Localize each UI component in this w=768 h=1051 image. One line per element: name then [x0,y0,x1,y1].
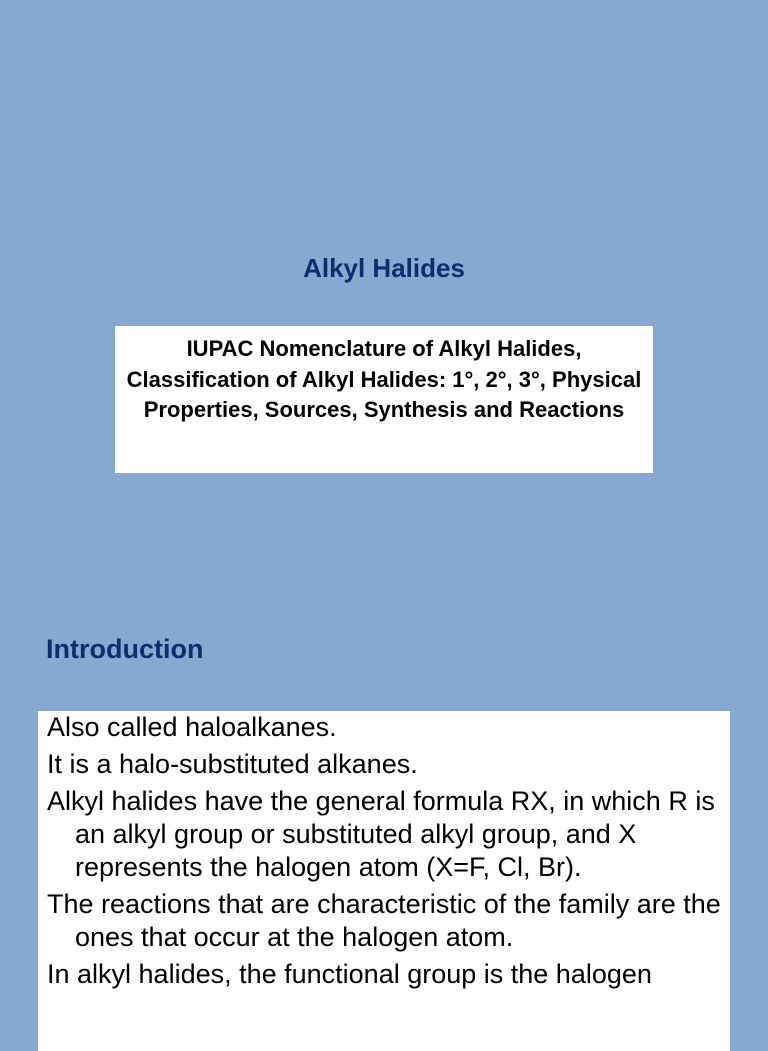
subtitle-text: IUPAC Nomenclature of Alkyl Halides, Classification of Alkyl Halides: 1°, 2°, 3°, Physical Properties, Sources, Synthesis and Reactions [126,336,642,422]
subtitle-box [115,326,653,473]
bullet-item: Also called haloalkanes. [47,712,337,742]
content-box [38,711,730,1051]
bullet-item: The reactions that are characteristic of the family are the ones that occur at the halogen atom. [47,889,721,952]
bullet-item: In alkyl halides, the functional group is the halogen [47,959,652,989]
bullet-list [47,711,722,991]
slide-title: Alkyl Halides [303,253,465,283]
bullet-item: Alkyl halides have the general formula RX, in which R is an alkyl group or substituted alkyl group, and X represents the halogen atom (X=F, Cl, Br). [47,786,715,882]
section-heading: Introduction [46,634,204,664]
bullet-item: It is a halo-substituted alkanes. [47,749,418,779]
